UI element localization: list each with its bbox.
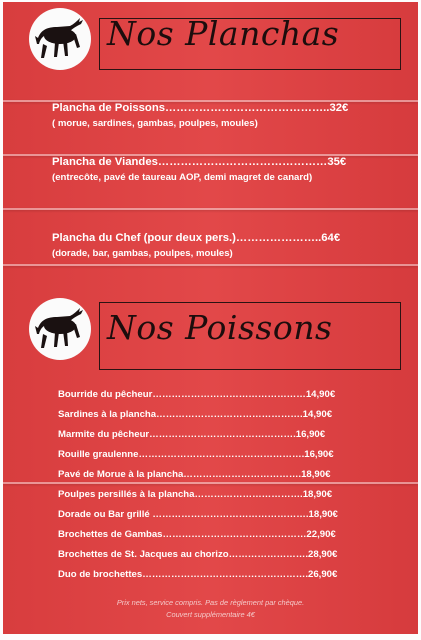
menu-board: [3, 2, 418, 634]
item-name: Plancha du Chef (pour deux pers.)…………………..64€: [52, 232, 341, 244]
fish-item: Pavé de Morue à la plancha……………………………….18,90€: [58, 469, 331, 480]
plancha-item: [52, 102, 387, 129]
poissons-header: [29, 298, 409, 362]
item-description: ( morue, sardines, gambas, poulpes, moules): [52, 118, 258, 129]
plancha-item: [52, 232, 387, 259]
plancha-item: [52, 156, 387, 183]
bull-logo-icon: [29, 8, 91, 70]
fish-item: Sardines à la plancha……………………………………….14,90€: [58, 409, 333, 420]
item-name: Plancha de Viandes………………………………………35€: [52, 156, 347, 168]
fish-item: Rouille graulenne…………………………………………….16,90€: [58, 449, 334, 460]
fish-item: Bourride du pêcheur…………………………………………14,90€: [58, 389, 336, 400]
section-title: Nos Planchas: [107, 14, 340, 53]
fish-item: Brochettes de St. Jacques au chorizo…………………….28,90€: [58, 549, 338, 560]
fold-line: [3, 482, 418, 484]
item-description: (entrecôte, pavé de taureau AOP, demi magret de canard): [52, 172, 313, 183]
fish-item: Dorade ou Bar grillé ………………………………………….18,90€: [58, 509, 338, 520]
planchas-header: [29, 8, 409, 72]
fish-item: Brochettes de Gambas………………………………………22,90€: [58, 529, 336, 540]
fold-line: [3, 264, 418, 266]
section-title: Nos Poissons: [107, 308, 333, 347]
item-description: (dorade, bar, gambas, poulpes, moules): [52, 248, 233, 259]
footnote-cover-charge: Couvert supplémentaire 4€: [166, 610, 255, 619]
item-name: Plancha de Poissons……………………………………..32€: [52, 102, 349, 114]
bull-logo-icon: [29, 298, 91, 360]
fish-item: Duo de brochettes…………………………………………….26,90€: [58, 569, 338, 580]
fold-line: [3, 208, 418, 210]
fish-item: Poulpes persillés à la plancha…………………………….18,90€: [58, 489, 333, 500]
footnote-payment: Prix nets, service compris. Pas de règlement par chèque.: [116, 598, 305, 607]
fish-item: Marmite du pêcheur……………………………………….16,90€: [58, 429, 326, 440]
